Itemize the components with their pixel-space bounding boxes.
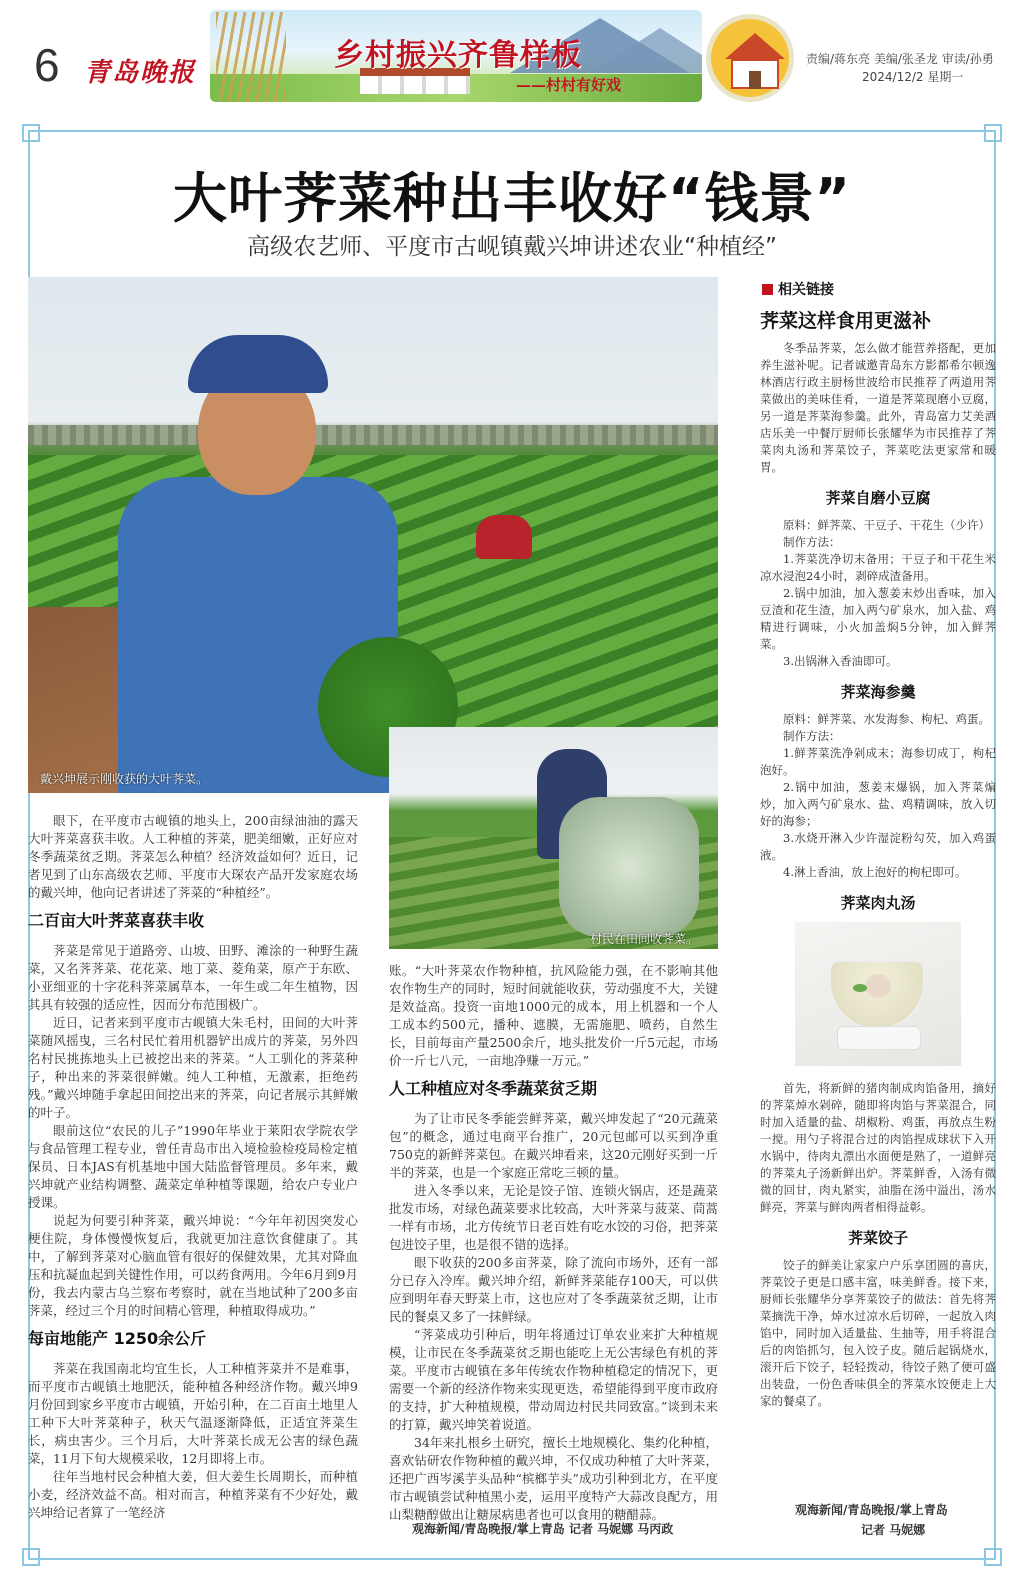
section-banner: [210, 10, 702, 102]
paragraph: “荠菜成功引种后，明年将通过订单农业来扩大种植规模，让市民在冬季蔬菜贫乏期也能吃上无公害绿色有机的荠菜。平度市古岘镇在多年传统农作物种植稳定的情况下，更需要一个新的经济作物来实现更迭，希望能得到平度市政府的支持，扩大种植规模，带动周边村民共同致富。”谈到未来的打算，戴兴坤笑着说道。: [389, 1327, 718, 1432]
article-column-1: [28, 812, 358, 1522]
paragraph: 进入冬季以来，无论是饺子馆、连锁火锅店，还是蔬菜批发市场，对绿色蔬菜要求比较高，大叶荠菜与菠菜、茼蒿一样有市场，北方传统节日老百姓有吃水饺的习俗，把荠菜包进饺子里，也是很不错的选择。: [389, 1183, 718, 1252]
mountain-graphic: [590, 28, 702, 73]
section-heading: 二百亩大叶荠菜喜获丰收: [28, 911, 205, 930]
soup-dish-photo: [795, 922, 961, 1066]
photo-caption: 戴兴坤展示刚收获的大叶荠菜。: [40, 772, 209, 786]
wheat-graphic: [216, 12, 286, 102]
article-headline: 大叶荠菜种出丰收好“钱景”: [173, 167, 851, 230]
article-subheadline: 高级农艺师、平度市古岘镇戴兴坤讲述农业“种植经”: [247, 234, 777, 260]
recipe-title: 荠菜海参羹: [840, 683, 916, 701]
frame-corner: [22, 124, 40, 142]
recipe-title: 荠菜饺子: [847, 1229, 908, 1247]
banner-subtitle: ——村村有好戏: [516, 76, 622, 94]
paragraph: 眼下收获的200多亩荠菜，除了流向市场外，还有一部分已存入冷库。戴兴坤介绍，新鲜荠菜能存100天，可以供应到明年春天野菜上市，这也应对了冬季蔬菜贫乏期，让市民的餐桌又多了一抹鲜绿。: [389, 1255, 718, 1324]
sidebar-column: [760, 340, 996, 1410]
paragraph: 眼前这位“农民的儿子”1990年毕业于莱阳农学院农学与食品管理工程专业，曾任青岛市出入境检验检疫局检定植保员、日本JAS有机基地中国大陆监督管理员。多年来，戴兴坤就产业结构调整、蔬菜定单种植等课题，给农户专业户授课。: [28, 1123, 358, 1210]
frame-corner: [984, 124, 1002, 142]
editor-credits: 责编/蒋东亮 美编/张圣龙 审读/孙勇: [806, 52, 994, 66]
recipe-step: 4.淋上香油，放上泡好的枸杞即可。: [783, 865, 967, 879]
paragraph: 账。“大叶荠菜农作物种植，抗风险能力强，在不影响其他农作物生产的同时，短时间就能收获，劳动强度不大，关键是效益高。投资一亩地1000元的成本，用上机器和一个人工成本约500元，播种、遮膜，无需施肥、喷药，自然生长，目前每亩产量2500余斤，地头批发价一斤5元起，市场价一斤七八元，一亩地净赚一万元。”: [389, 963, 718, 1068]
newspaper-logo: 青岛晚报: [84, 58, 197, 88]
recipe-title: 荠菜肉丸汤: [840, 894, 916, 912]
article-byline: 观海新闻/青岛晚报/掌上青岛 记者 马妮娜 马丙政: [412, 1522, 674, 1536]
recipe-step: 3.出锅淋入香油即可。: [783, 654, 898, 668]
photo-caption: 村民在田间收荠菜。: [590, 932, 699, 946]
recipe-method-label: 制作方法：: [783, 729, 841, 743]
recipe-step: 3.水烧开淋入少许湿淀粉勾芡，加入鸡蛋液。: [760, 831, 996, 862]
section-heading: 每亩地能产 1250余公斤: [28, 1329, 207, 1348]
farmer-figure: [88, 307, 388, 793]
recipe-method-label: 制作方法：: [783, 535, 841, 549]
frame-corner: [984, 1548, 1002, 1566]
recipe-text: 首先，将新鲜的猪肉制成肉馅备用，摘好的荠菜焯水剁碎，随即将肉馅与荠菜混合，同时加入适量的盐、胡椒粉、鸡蛋，再放点生粉一搅。用勺子将混合过的肉馅捏成球状下入开水锅中，待肉丸漂出水面便是熟了，一道鲜亮的荠菜丸子汤新鲜出炉。荠菜鲜香，入汤有微微的回甘，肉丸紧实，油脂在汤中溢出，汤水鲜亮，荠菜与鲜肉两者相得益彰。: [760, 1081, 996, 1214]
bullet-square-icon: [762, 284, 773, 295]
recipe-ingredients: 原料：鲜荠菜、水发海参、枸杞、鸡蛋。: [783, 712, 990, 726]
recipe-step: 2.锅中加油，葱姜末爆锅，加入荠菜煸炒，加入两勺矿泉水、盐、鸡精调味，放入切好的海参；: [760, 780, 996, 828]
worker-figure: [476, 515, 532, 559]
recipe-step: 2.锅中加油，加入葱姜末炒出香味，加入豆渣和花生渣，加入两勺矿泉水，加入盐、鸡精进行调味，小火加盖焖5分钟，加入鲜荠菜。: [760, 586, 996, 651]
page-number: 6: [34, 39, 60, 91]
related-links-label: 相关链接: [762, 279, 834, 299]
farmer-photo: [28, 277, 718, 793]
paragraph: 近日，记者来到平度市古岘镇大朱毛村，田间的大叶荠菜随风摇曳，三名村民忙着用机器铲出成片的荠菜，另外四名村民挑拣地头上已被挖出来的荠菜。“人工驯化的荠菜种子，种出来的荠菜很鲜嫩。纯人工种植，无激素，拒绝药残。”戴兴坤随手拿起田间挖出来的荠菜，向记者展示其鲜嫩的叶子。: [28, 1015, 358, 1120]
frame-corner: [22, 1548, 40, 1566]
sidebar-title: 荠菜这样食用更滋补: [760, 310, 932, 332]
recipe-step: 1.鲜荠菜洗净剁成末；海参切成丁，枸杞泡好。: [760, 746, 996, 777]
recipe-title: 荠菜自磨小豆腐: [825, 489, 931, 507]
issue-date: 2024/12/2 星期一: [862, 70, 964, 84]
recipe-text: 饺子的鲜美让家家户户乐享团圆的喜庆，荠菜饺子更是口感丰富，味美鲜香。接下来，厨师长张耀华分享荠菜饺子的做法：首先将荠菜摘洗干净，焯水过凉水后切碎，一起放入肉馅中，同时加入适量盐、生抽等，用手将混合后的肉馅抓匀，包入饺子皮。随后起锅烧水，滚开后下饺子，轻轻拨动，待饺子熟了便可盛出装盘，一份色香味俱全的荠菜水饺便走上大家的餐桌了。: [760, 1258, 996, 1408]
paragraph: 荠菜是常见于道路旁、山坡、田野、滩涂的一种野生蔬菜，又名荠荠菜、花花菜、地丁菜、菱角菜，原产于东欧、小亚细亚的十字花科荠菜属草本，一年生或二年生植物，因其具有较强的适应性，因而分布范围极广。: [28, 943, 358, 1012]
sidebar-intro: 冬季品荠菜，怎么做才能营养搭配，更加养生滋补呢。记者诚邀青岛东方影都希尔顿逸林酒店行政主厨杨世波给市民推荐了两道用荠菜做出的美味佳肴，一道是荠菜现磨小豆腐，另一道是荠菜海参羹。此外，青岛富力艾美酒店乐美一中餐厅厨师长张耀华为市民推荐了荠菜肉丸汤和荠菜饺子，荠菜吃法更家常和暖胃。: [760, 341, 996, 474]
article-column-2: [389, 962, 718, 1524]
paragraph: 荠菜在我国南北均宜生长，人工种植荠菜并不是难事，而平度市古岘镇土地肥沃，能种植各种经济作物。戴兴坤9月份回到家乡平度市古岘镇，开始引种，在二百亩土地里人工种下大叶荠菜种子，秋天气温逐渐降低，正适宜荠菜生长，病虫害少。三个月后，大叶荠菜长成无公害的绿色蔬菜，11月下旬大规模采收，12月即将上市。: [28, 1361, 358, 1466]
paragraph: 说起为何要引种荠菜，戴兴坤说：“今年年初因突发心梗住院，身体慢慢恢复后，我就更加注意饮食健康了。其中，了解到荠菜对心脑血管有很好的保健效果，尤其对降血压和抗凝血起到关键性作用，可以药食两用。今年6月到9月份，我去内蒙古乌兰察布考察时，就在当地试种了200多亩荠菜，经过三个月的时间精心管理，种植取得成功。”: [28, 1213, 358, 1318]
section-heading: 人工种植应对冬季蔬菜贫乏期: [389, 1079, 598, 1098]
banner-title: 乡村振兴齐鲁样板: [334, 38, 582, 73]
harvest-photo: [389, 727, 718, 949]
house-icon: [706, 14, 794, 102]
paragraph: 34年来扎根乡土研究，擅长土地规模化、集约化种植，喜欢钻研农作物种植的戴兴坤，不仅成功种植了大叶荠菜，还把广西岑溪芋头品种“槟榔芋头”成功引种到北方，在平度市古岘镇尝试种植黑小麦，运用平度特产大蒜改良配方，用山梨糖醇做出让糖尿病患者也可以食用的糖醋蒜。: [389, 1435, 718, 1522]
sidebar-byline: 观海新闻/青岛晚报/掌上青岛 记者 马妮娜: [795, 1503, 948, 1537]
paragraph: 往年当地村民会种植大姜，但大姜生长周期长，而种植小麦，经济效益不高。相对而言，种植荠菜有不少好处，戴兴坤给记者算了一笔经济: [28, 1469, 358, 1520]
page-header: [0, 0, 1024, 112]
paragraph: 为了让市民冬季能尝鲜荠菜，戴兴坤发起了“20元蔬菜包”的概念，通过电商平台推广，20元包邮可以买到净重750克的新鲜荠菜包。在戴兴坤看来，这20元刚好买到一斤半的荠菜，也是一个家庭正常吃三顿的量。: [389, 1111, 718, 1180]
paragraph: 眼下，在平度市古岘镇的地头上，200亩绿油油的露天大叶荠菜喜获丰收。人工种植的荠菜，肥美细嫩，正好应对冬季蔬菜贫乏期。荠菜怎么种植？经济效益如何？近日，记者见到了山东高级农艺师、平度市大琛农产品开发家庭农场的戴兴坤，他向记者讲述了荠菜的“种植经”。: [28, 813, 358, 900]
recipe-step: 1.荠菜洗净切末备用；干豆子和干花生米凉水浸泡24小时，剥碎成渣备用。: [760, 552, 996, 583]
recipe-ingredients: 原料：鲜荠菜、干豆子、干花生（少许）: [783, 518, 990, 532]
